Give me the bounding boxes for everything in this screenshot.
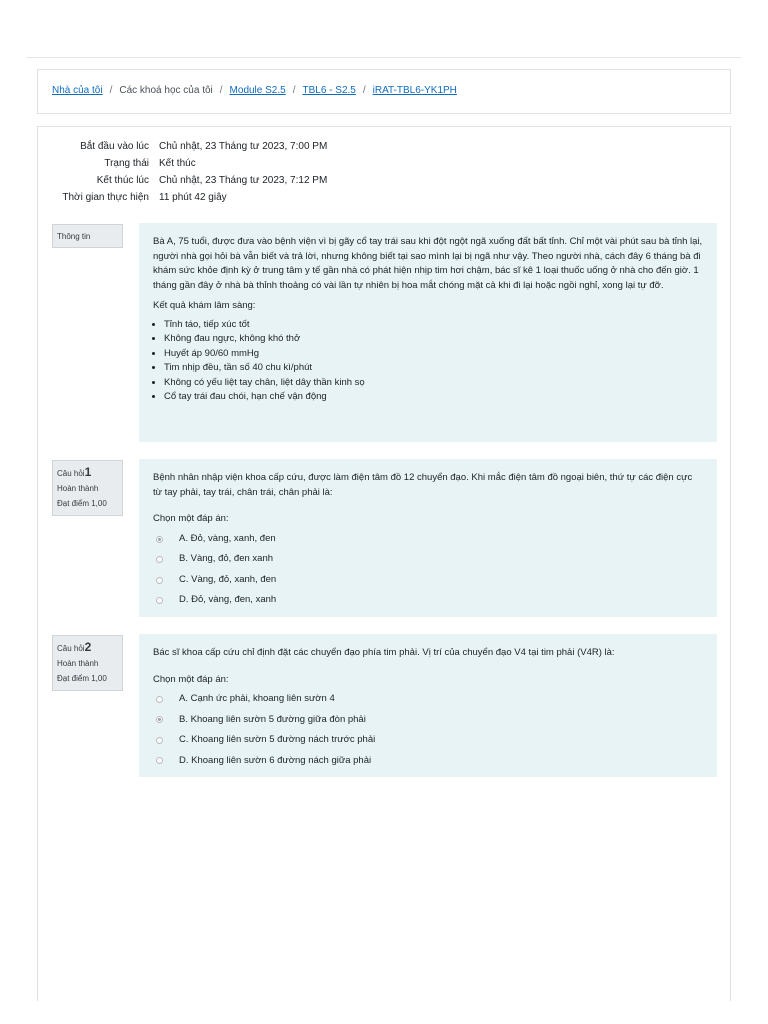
radio-selected-icon[interactable]	[156, 716, 163, 723]
breadcrumb-separator: /	[219, 85, 223, 96]
answer-label: D. Khoang liên sườn 6 đường nách giữa phải	[179, 754, 372, 766]
question-2-prompt: Chọn một đáp án:	[153, 673, 229, 685]
answer-label: B. Khoang liên sườn 5 đường giữa đòn phải	[179, 713, 366, 725]
attempt-summary	[38, 140, 327, 208]
info-content	[139, 223, 717, 442]
breadcrumb-home-link[interactable]: Nhà của tôi	[52, 85, 103, 96]
breadcrumb-separator: /	[292, 85, 296, 96]
question-1-content	[139, 459, 717, 617]
answer-label: A. Đỏ, vàng, xanh, đen	[179, 532, 276, 544]
radio-icon[interactable]	[156, 556, 163, 563]
question-1-text: Bệnh nhân nhập viện khoa cấp cứu, được làm điện tâm đồ 12 chuyển đạo. Khi mắc điện tâm đồ ngoại biên, thứ tự các điện cực từ tay phải, tay trái, chân trái, chân phải là:	[153, 472, 693, 498]
answer-label: B. Vàng, đỏ, đen xanh	[179, 553, 274, 565]
summary-row-state	[38, 157, 327, 171]
summary-label: Kết thúc lúc	[96, 175, 149, 186]
question-2-answer-d[interactable]	[153, 751, 703, 772]
radio-icon[interactable]	[156, 696, 163, 703]
breadcrumb-separator: /	[109, 85, 113, 96]
radio-icon[interactable]	[156, 757, 163, 764]
info-tag-label: Thông tin	[57, 232, 91, 241]
finding-item: • Tỉnh táo, tiếp xúc tốt	[164, 318, 703, 332]
radio-icon[interactable]	[156, 597, 163, 604]
question-2-marks: Đạt điểm 1,00	[57, 674, 107, 683]
question-2-answer-c[interactable]	[153, 730, 703, 751]
summary-value: 11 phút 42 giây	[159, 192, 227, 203]
breadcrumb-quiz-link[interactable]: iRAT-TBL6-YK1PH	[372, 85, 457, 96]
summary-label: Thời gian thực hiện	[62, 192, 149, 203]
summary-value: Chủ nhật, 23 Tháng tư 2023, 7:00 PM	[159, 141, 328, 152]
answer-label: C. Khoang liên sườn 5 đường nách trước phải	[179, 734, 376, 746]
answer-label: D. Đỏ, vàng, đen, xanh	[179, 594, 277, 606]
breadcrumb-tbl-link[interactable]: TBL6 - S2.5	[302, 85, 356, 96]
breadcrumb-separator: /	[362, 85, 366, 96]
question-1-status: Hoàn thành	[57, 484, 99, 493]
question-2-text: Bác sĩ khoa cấp cứu chỉ định đặt các chuyển đạo phía tim phải. Vị trí của chuyển đạo V4 tại tim phải (V4R) là:	[153, 647, 615, 658]
finding-item: • Không đau ngực, không khó thở	[164, 332, 703, 346]
radio-selected-icon[interactable]	[156, 536, 163, 543]
question-label: Câu hỏi	[57, 469, 85, 478]
question-1-answer-b[interactable]	[153, 549, 703, 570]
info-tag	[52, 224, 123, 248]
question-1-prompt: Chọn một đáp án:	[153, 513, 229, 525]
question-1-answer-d[interactable]	[153, 590, 703, 611]
answer-label: C. Vàng, đỏ, xanh, đen	[179, 573, 277, 585]
question-1-answer-a[interactable]	[153, 529, 703, 550]
radio-icon[interactable]	[156, 737, 163, 744]
summary-row-duration	[38, 191, 327, 205]
question-2-content	[139, 634, 717, 777]
question-number: 1	[84, 465, 92, 479]
breadcrumb-courses: Các khoá học của tôi	[119, 85, 213, 96]
summary-label: Bắt đầu vào lúc	[80, 141, 149, 152]
question-2-info	[52, 635, 123, 691]
summary-value: Kết thúc	[159, 158, 196, 169]
question-label: Câu hỏi	[57, 644, 85, 653]
finding-item: • Tim nhịp đều, tần số 40 chu kì/phút	[164, 361, 703, 375]
answer-label: A. Cạnh ức phải, khoang liên sườn 4	[179, 693, 335, 705]
summary-row-completed	[38, 174, 327, 188]
exam-title: Kết quả khám lâm sàng:	[153, 300, 256, 312]
quiz-review-container	[37, 126, 731, 1001]
question-1-number	[57, 465, 118, 481]
question-2-status: Hoàn thành	[57, 659, 99, 668]
exam-findings-list	[153, 318, 703, 404]
case-description: Bà A, 75 tuổi, được đưa vào bệnh viện vì bị gãy cổ tay trái sau khi đột ngột ngã xuống đất bất tỉnh. Chỉ một vài phút sau bà tỉnh lại, người nhà gọi hỏi bà vẫn biết và trả lời, nhưng không biết tại sao mình lại bị ngã như vậy. Theo người nhà, cách đây 6 tháng bà đi khám sức khỏe định kỳ ở trung tâm y tế gần nhà có phát hiện nhịp tim hơi chậm, bác sĩ kê 1 loại thuốc uống ở nhà cho đến giờ. 1 tháng gần đây ở nhà bà thỉnh thoảng có vài lần tự nhiên bị hoa mắt chóng mặt cả khi đi lại hoặc ngồi nghỉ, xong lại tự đỡ.	[153, 236, 703, 291]
question-1-marks: Đạt điểm 1,00	[57, 499, 107, 508]
finding-item: • Huyết áp 90/60 mmHg	[164, 347, 703, 361]
question-2-number	[57, 640, 118, 656]
summary-row-started	[38, 140, 327, 154]
question-1-answer-c[interactable]	[153, 570, 703, 591]
breadcrumb-container	[37, 69, 731, 114]
finding-item: • Không có yếu liệt tay chân, liệt dây thần kinh sọ	[164, 376, 703, 390]
question-2-answer-a[interactable]	[153, 689, 703, 710]
summary-label: Trạng thái	[104, 158, 149, 169]
summary-value: Chủ nhật, 23 Tháng tư 2023, 7:12 PM	[159, 175, 328, 186]
question-1-info	[52, 460, 123, 516]
question-2-answer-b[interactable]	[153, 710, 703, 731]
breadcrumb-module-link[interactable]: Module S2.5	[229, 85, 286, 96]
radio-icon[interactable]	[156, 577, 163, 584]
finding-item: • Cổ tay trái đau chói, hạn chế vận động	[164, 390, 703, 404]
question-number: 2	[84, 640, 92, 654]
top-divider	[26, 57, 741, 58]
breadcrumb	[52, 85, 457, 96]
